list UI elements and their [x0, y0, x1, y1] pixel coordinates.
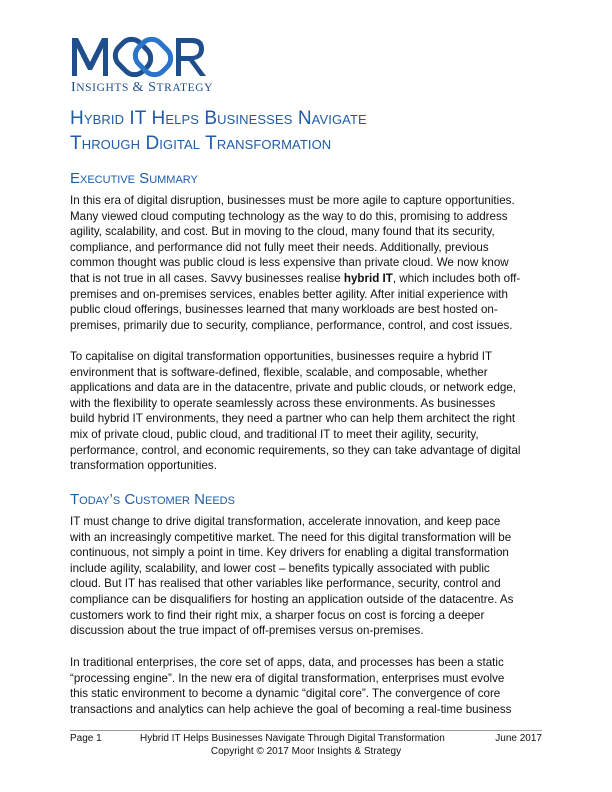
page-title [70, 106, 550, 156]
text-line: transactions and analytics can help achieve the goal of becoming a real-time business [70, 702, 512, 716]
hybrid-it-emphasis: hybrid IT [343, 271, 393, 285]
text-line: with the flexibility to operate seamlessly across these environments. As businesses [70, 396, 496, 410]
title-line-1: Hybrid IT Helps Businesses Navigate [70, 108, 367, 129]
footer-copyright: Copyright © 2017 Moor Insights & Strategy [210, 746, 402, 757]
text-line: premises and on-premises services, enables better agility. After initial experience with [70, 287, 508, 301]
footer-document-title: Hybrid IT Helps Businesses Navigate Through Digital Transformation [140, 733, 445, 744]
logo-subtitle: INSIGHTS & STRATEGY [71, 80, 214, 95]
text-line: that is not true in all cases. Savvy businesses realise hybrid IT, which includes both off- [70, 271, 521, 285]
text-line: continuous, not simply a point in time. Key drivers for enabling a digital transformation [70, 546, 509, 560]
footer-page-number: Page 1 [70, 733, 102, 744]
text-line: compliance can be disqualifiers for hosting an application outside of the datacentre. As [70, 592, 514, 606]
title-line-2: Through Digital Transformation [70, 133, 332, 154]
text-line: performance, control, and economic requirements, so they can take advantage of digital [70, 443, 521, 457]
moor-logo-wordmark [70, 34, 210, 80]
text-line: common thought was public cloud is less expensive than private cloud. We now know [70, 256, 509, 270]
text-line: IT must change to drive digital transformation, accelerate innovation, and keep pace [70, 515, 501, 528]
text-line: “processing engine”. In the new era of digital transformation, enterprises must evolve [70, 671, 505, 685]
footer-date: June 2017 [495, 733, 542, 744]
text-line: cloud. But IT has realised that other variables like performance, security, control and [70, 577, 501, 591]
executive-summary-paragraph-1 [70, 193, 546, 333]
text-line: build hybrid IT environments, they need a partner who can help them architect the right [70, 412, 516, 426]
customer-needs-paragraph-1 [70, 514, 546, 639]
text-line: discussion about the true impact of off-premises versus on-premises. [70, 624, 424, 638]
text-line: customers work to find their right mix, a sharper focus on cost is forcing a deeper [70, 608, 485, 622]
text-line: In this era of digital disruption, businesses must be more agile to capture opportunities. [70, 194, 515, 207]
executive-summary-paragraph-2 [70, 349, 546, 474]
text-line: include agility, scalability, and lower cost – benefits typically associated with public [70, 561, 490, 575]
text-line: Many viewed cloud computing technology as the way to do this, promising to address [70, 209, 508, 223]
text-line: with an increasingly competitive market. The need for this digital transformation will be [70, 530, 512, 544]
text-line: premises, primarily due to security, compliance, performance, control, and cost issues. [70, 318, 513, 332]
page-footer [70, 730, 542, 757]
company-logo [70, 34, 214, 95]
section-heading-customer-needs: Today’s Customer Needs [70, 491, 235, 508]
text-line: agility, scalability, and cost. But in moving to the cloud, many found that its security, [70, 225, 495, 239]
section-heading-executive-summary: Executive Summary [70, 170, 198, 187]
text-line: applications and data are in the datacentre, private and public clouds, or network edge, [70, 381, 517, 395]
text-line: this static environment to become a dynamic “digital core”. The convergence of core [70, 687, 501, 701]
text-line: transformation opportunities. [70, 459, 217, 473]
text-line: In traditional enterprises, the core set of apps, data, and processes has been a static [70, 656, 504, 669]
text-line: environment that is software-defined, flexible, scalable, and composable, whether [70, 365, 488, 379]
text-line: compliance, and performance did not fully meet their needs. Additionally, previous [70, 240, 489, 254]
text-line: To capitalise on digital transformation opportunities, businesses require a hybrid IT [70, 350, 493, 363]
customer-needs-paragraph-2 [70, 655, 546, 717]
text-line: public cloud offerings, businesses learned that many workloads are best hosted on- [70, 303, 498, 317]
text-line: mix of private cloud, public cloud, and traditional IT to meet their agility, security, [70, 427, 479, 441]
